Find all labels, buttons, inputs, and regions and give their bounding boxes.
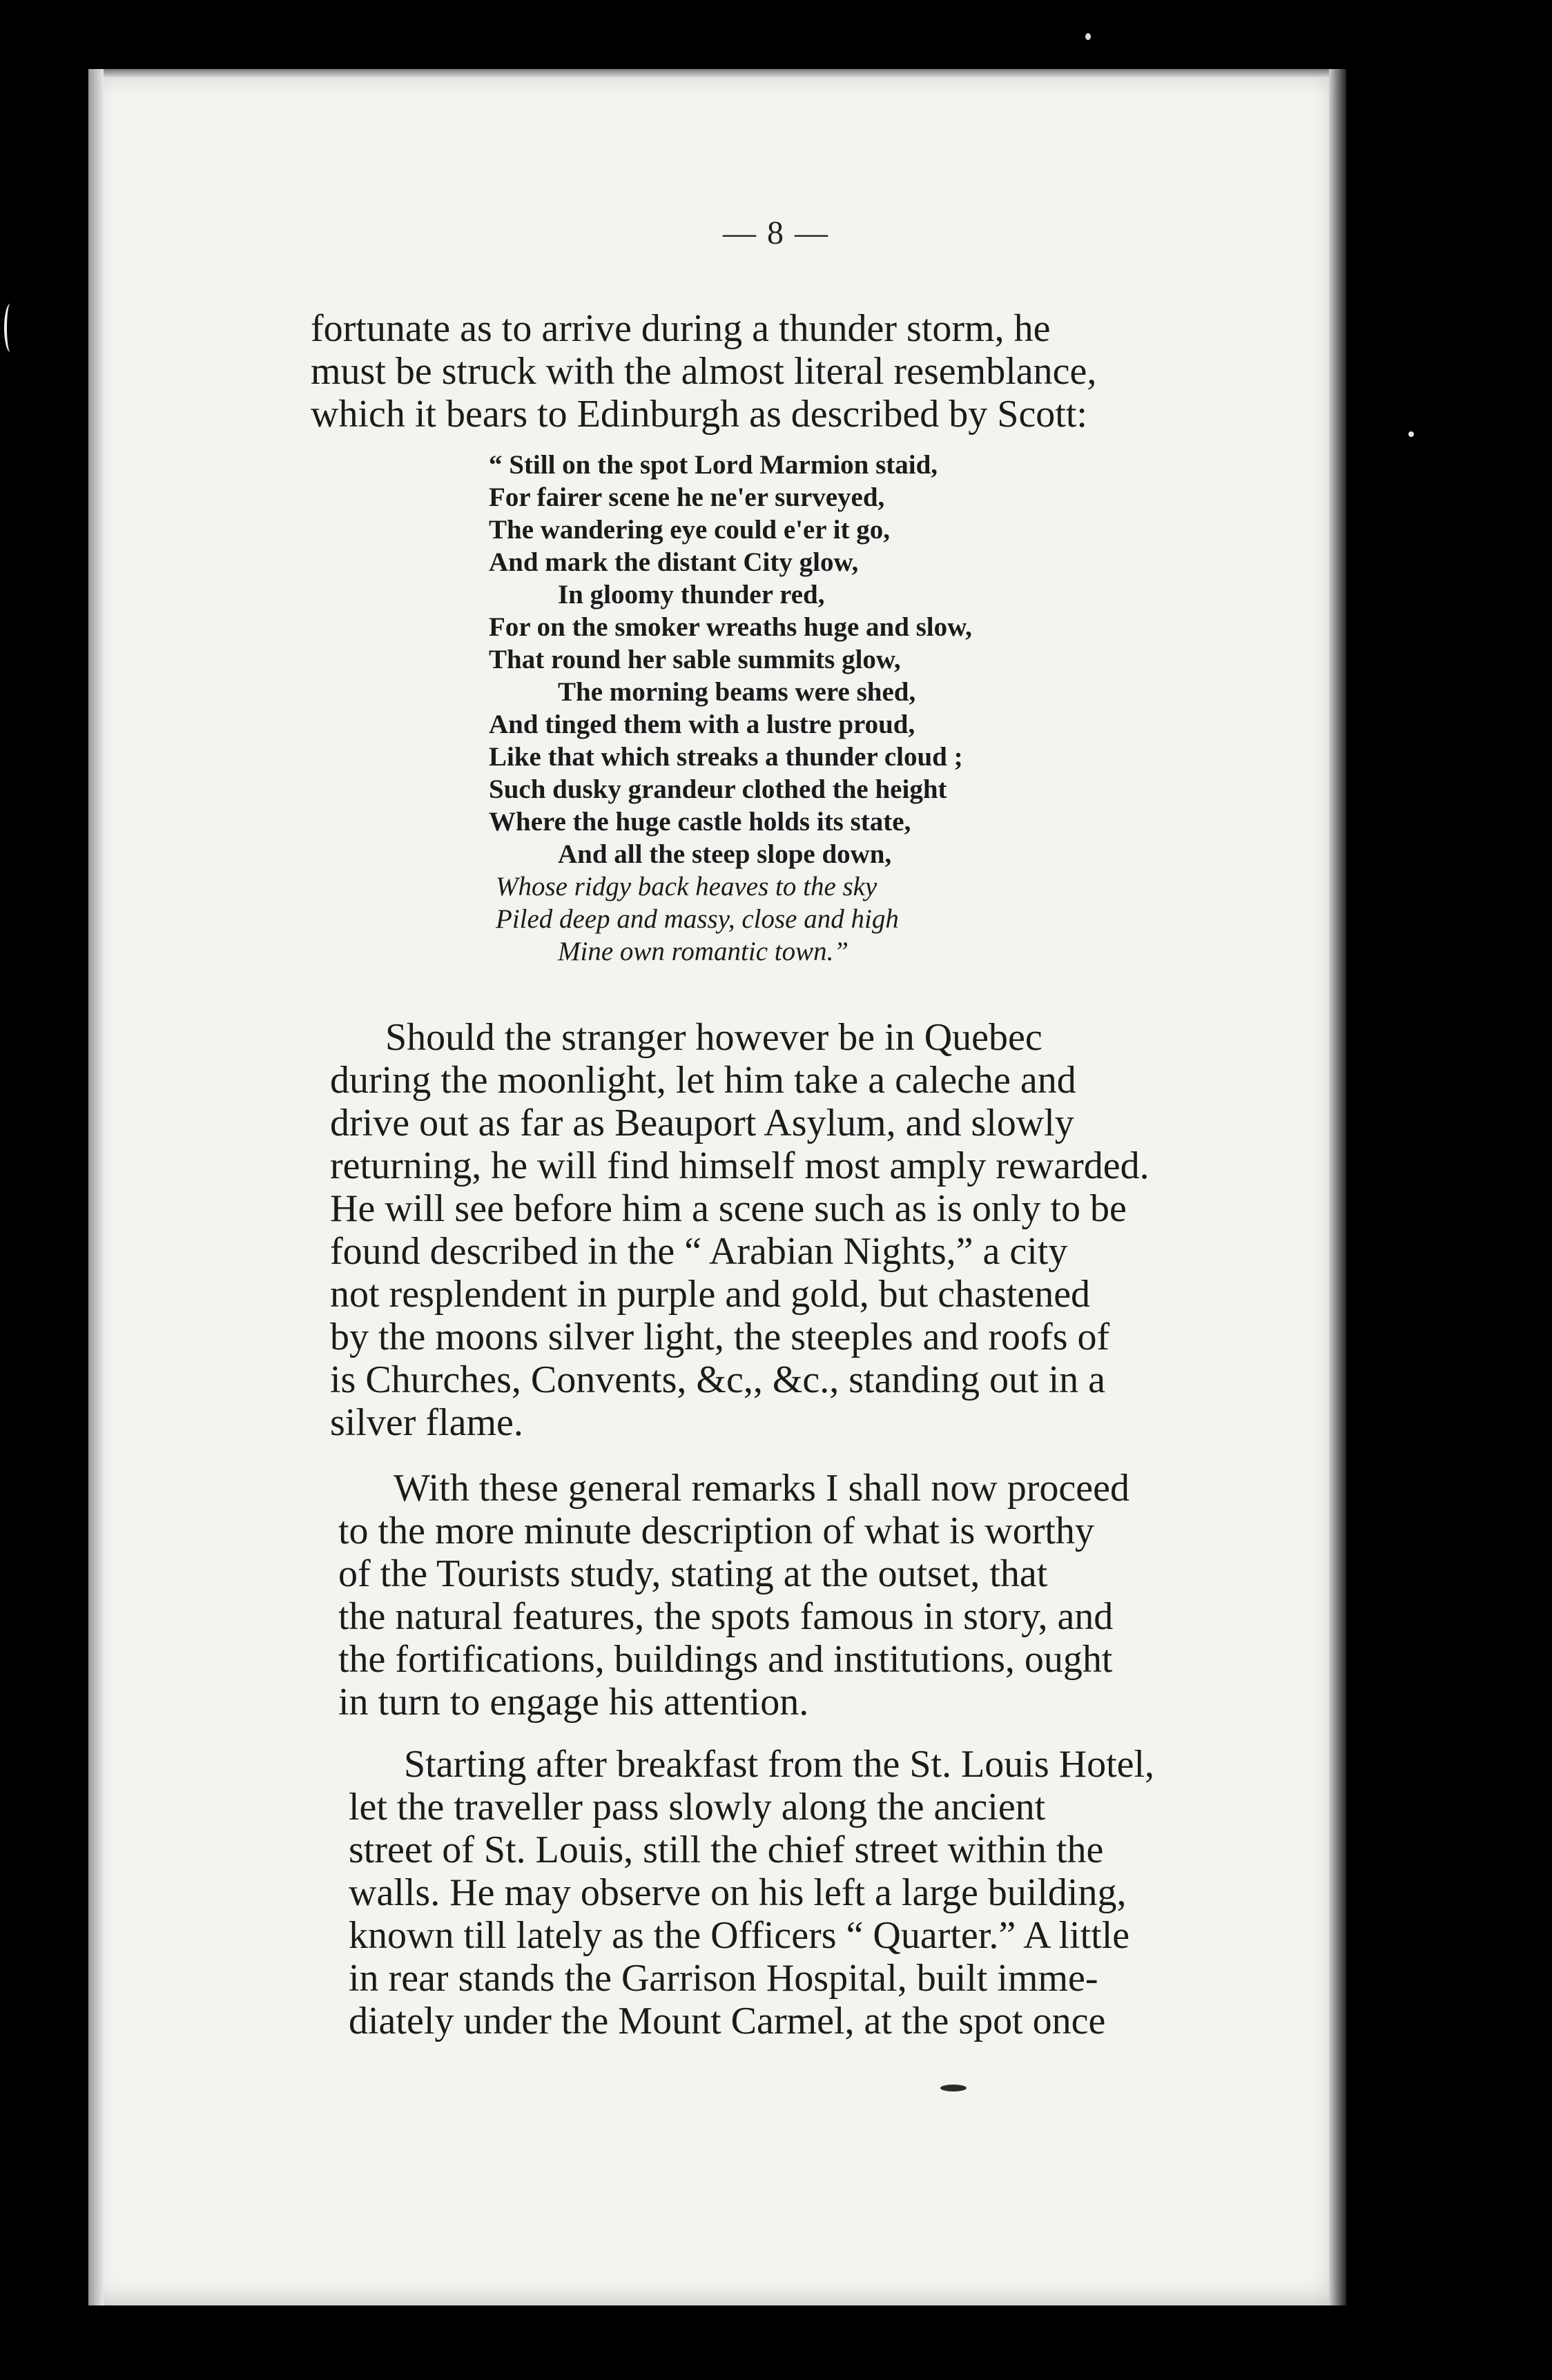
paragraph-4 bbox=[349, 1743, 1370, 2042]
text-line: returning, he will find himself most amply rewarded. bbox=[330, 1144, 1150, 1187]
text-line: not resplendent in purple and gold, but chastened bbox=[330, 1273, 1091, 1316]
poem-line: For on the smoker wreaths huge and slow, bbox=[489, 612, 972, 642]
poem-line: Whose ridgy back heaves to the sky bbox=[496, 872, 877, 901]
poem-line: That round her sable summits glow, bbox=[489, 645, 901, 674]
scan-artifact-top bbox=[1085, 33, 1091, 40]
poem-line: Like that which streaks a thunder cloud ; bbox=[489, 742, 963, 772]
text-line: by the moons silver light, the steeples and roofs of bbox=[330, 1316, 1110, 1358]
poem-line: “ Still on the spot Lord Marmion staid, bbox=[489, 450, 938, 480]
scan-artifact-dot bbox=[1408, 431, 1414, 437]
page-number: — 8 — bbox=[723, 215, 829, 251]
text-line: Starting after breakfast from the St. Louis Hotel, bbox=[404, 1743, 1155, 1786]
text-line: found described in the “ Arabian Nights,” a city bbox=[330, 1230, 1068, 1273]
text-line: diately under the Mount Carmel, at the spot once bbox=[349, 2000, 1106, 2042]
text-line: He will see before him a scene such as is only to be bbox=[330, 1187, 1127, 1230]
poem-line: And mark the distant City glow, bbox=[489, 547, 859, 577]
text-line: street of St. Louis, still the chief street within the bbox=[349, 1828, 1104, 1871]
text-line: must be struck with the almost literal resemblance, bbox=[311, 350, 1097, 393]
text-line: Should the stranger however be in Quebec bbox=[385, 1016, 1042, 1059]
scan-artifact-left bbox=[4, 304, 17, 352]
paragraph-1 bbox=[311, 307, 1332, 436]
text-line: during the moonlight, let him take a caleche and bbox=[330, 1059, 1076, 1102]
text-line: to the more minute description of what is worthy bbox=[338, 1510, 1094, 1552]
text-line: walls. He may observe on his left a large building, bbox=[349, 1871, 1127, 1914]
poem-line: For fairer scene he ne'er surveyed, bbox=[489, 482, 885, 512]
poem-line: Mine own romantic town.” bbox=[558, 937, 849, 966]
text-line: of the Tourists study, stating at the outset, that bbox=[338, 1552, 1048, 1595]
poem-line: In gloomy thunder red, bbox=[558, 580, 825, 609]
text-line: With these general remarks I shall now proceed bbox=[394, 1467, 1129, 1510]
text-line: which it bears to Edinburgh as described by Scott: bbox=[311, 393, 1087, 436]
poem-line: Piled deep and massy, close and high bbox=[496, 904, 899, 934]
printer-mark bbox=[940, 2085, 967, 2091]
text-line: drive out as far as Beauport Asylum, and slowly bbox=[330, 1102, 1074, 1144]
text-line: the natural features, the spots famous in story, and bbox=[338, 1595, 1114, 1638]
poem-line: Such dusky grandeur clothed the height bbox=[489, 774, 947, 804]
page-edge-top bbox=[88, 69, 1338, 79]
poem-line: The wandering eye could e'er it go, bbox=[489, 515, 890, 545]
text-line: silver flame. bbox=[330, 1401, 523, 1444]
text-line: fortunate as to arrive during a thunder storm, he bbox=[311, 307, 1051, 350]
text-line: is Churches, Convents, &c,, &c., standing out in a bbox=[330, 1358, 1105, 1401]
text-line: in turn to engage his attention. bbox=[338, 1681, 809, 1724]
text-line: the fortifications, buildings and institutions, ought bbox=[338, 1638, 1113, 1681]
page-edge-left bbox=[88, 69, 104, 2305]
text-line: let the traveller pass slowly along the ancient bbox=[349, 1786, 1046, 1828]
text-line: in rear stands the Garrison Hospital, built imme- bbox=[349, 1957, 1098, 2000]
poem-quotation bbox=[489, 449, 972, 968]
poem-line: The morning beams were shed, bbox=[558, 677, 916, 707]
poem-line: And tinged them with a lustre proud, bbox=[489, 710, 915, 739]
paragraph-3 bbox=[338, 1467, 1360, 1724]
text-line: known till lately as the Officers “ Quarter.” A little bbox=[349, 1914, 1130, 1957]
poem-line: Where the huge castle holds its state, bbox=[489, 807, 911, 837]
poem-line: And all the steep slope down, bbox=[558, 839, 892, 869]
paragraph-2 bbox=[330, 1016, 1352, 1444]
